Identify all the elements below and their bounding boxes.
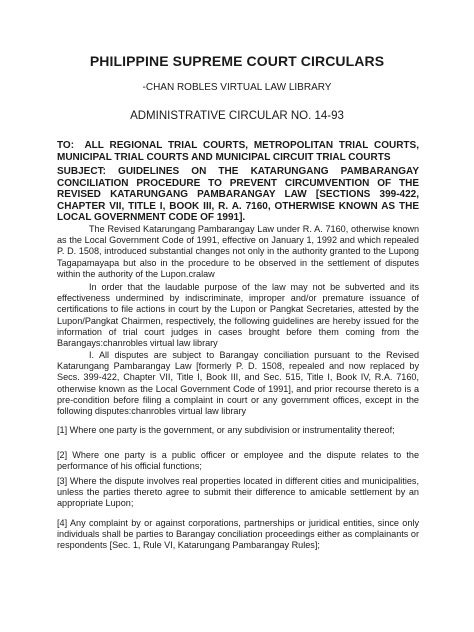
addressee-block: [57, 140, 419, 163]
paragraph-intro: The Revised Katarungang Pambarangay Law under R. A. 7160, otherwise known as the Local Government Code of 1991, effective on January 1, 1992 and which repealed P. D. 1508, introduced substantial changes not only in the authority granted to the Lupong Tagapamayapa but also in the procedure to be observed in the settlement of disputes within the authority of the Lupon.cralaw: [57, 224, 419, 279]
exception-item: [1] Where one party is the government, or any subdivision or instrumentality thereof;: [57, 425, 395, 435]
exception-item: [3] Where the dispute involves real properties located in different cities and municipalities, unless the parties thereto agree to submit their difference to amicable settlement by an appropriate Lupon;: [57, 476, 419, 509]
paragraph-rule-one: I. All disputes are subject to Barangay conciliation pursuant to the Revised Katarungang Pambarangay Law [formerly P. D. 1508, repealed and now replaced by Secs. 399-422, Chapter VII, Title I, Book III, and Sec. 515, Title I, Book IV, R.A. 7160, otherwise known as the Local Government Code of 1991], and prior recourse thereto is a pre-condition before filing a complaint in court or any government offices, except in the following disputes:chanrobles virtual law library: [57, 350, 419, 417]
to-label: TO:: [57, 140, 75, 151]
circular-number: ADMINISTRATIVE CIRCULAR NO. 14-93: [130, 110, 344, 122]
addressee-text: ALL REGIONAL TRIAL COURTS, METROPOLITAN TRIAL COURTS, MUNICIPAL TRIAL COURTS AND MUNICIPAL CIRCUIT TRIAL COURTS: [57, 140, 419, 163]
exception-item: [2] Where one party is a public officer or employee and the dispute relates to the performance of his official functions;: [57, 450, 419, 472]
subject-line: SUBJECT: GUIDELINES ON THE KATARUNGANG PAMBARANGAY CONCILIATION PROCEDURE TO PREVENT CIRCUMVENTION OF THE REVISED KATARUNGANG PAMBARANGAY LAW [SECTIONS 399-422, CHAPTER VII, TITLE I, BOOK III, R. A. 7160, OTHERWISE KNOWN AS THE LOCAL GOVERNMENT CODE OF 1991].: [57, 166, 419, 223]
exception-item: [4] Any complaint by or against corporations, partnerships or juridical entities, since only individuals shall be parties to Barangay conciliation proceedings either as complainants or respondents [Sec. 1, Rule VI, Katarungang Pambarangay Rules];: [57, 518, 419, 551]
paragraph-purpose: In order that the laudable purpose of the law may not be subverted and its effectiveness undermined by indiscriminate, improper and/or premature issuance of certifications to file actions in court by the Lupon or Pangkat Secretaries, attested by the Lupon/Pangkat Chairmen, respectively, the following guidelines are hereby issued for the information of trial court judges in cases brought before them coming from the Barangays:chanrobles virtual law library: [57, 282, 419, 349]
document-title: PHILIPPINE SUPREME COURT CIRCULARS: [89, 53, 385, 69]
document-subtitle: -CHAN ROBLES VIRTUAL LAW LIBRARY: [142, 82, 332, 93]
